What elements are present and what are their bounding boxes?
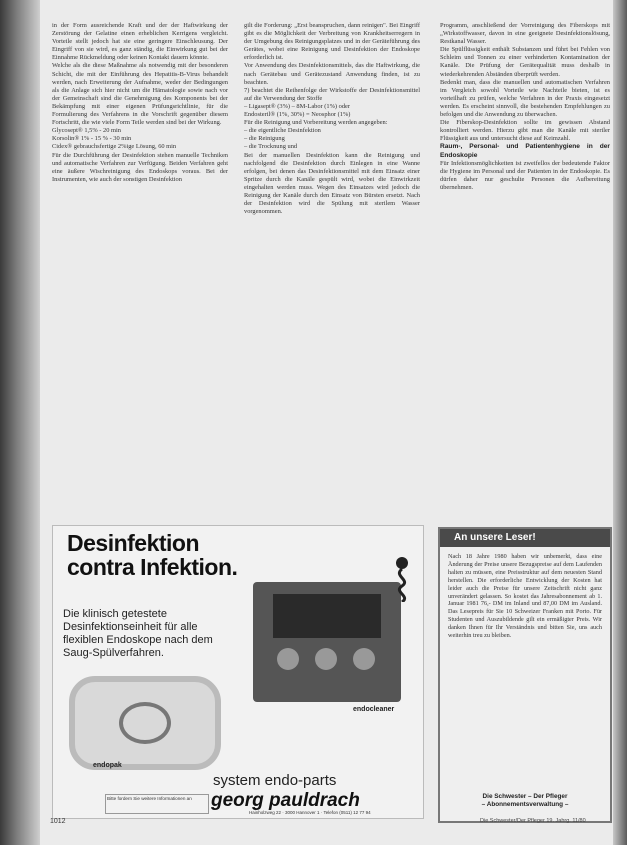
col2-paragraph: Für die Reinigung und Vorbereitung werden angegeben: xyxy=(244,119,388,127)
section-heading: Raum-, Personal- und Patientenhygiene in der Endoskopie xyxy=(440,143,610,159)
advertisement xyxy=(52,525,424,819)
col3-paragraph: Die Fiberskop-Desinfektion sollte im gewissen Abstand kontrolliert werden. Hierzu gibt man die Kanäle mit steriler Flüssigkeit aus und untersucht diese auf Keimzahl. xyxy=(440,119,610,143)
page-binding-shadow-right xyxy=(613,0,627,845)
col1-paragraph: Korsolin® 1% - 15 % - 30 min xyxy=(52,135,132,143)
col2-paragraph: – Ligasept® (3%) – 8M-Labor (1%) oder xyxy=(244,102,351,110)
col2-paragraph: – die Trocknung und xyxy=(244,143,298,151)
ad-system-line: system endo-parts xyxy=(213,772,337,789)
col3-paragraph: Die Spülflüssigkeit enthält Substanzen und führt bei Fehlen von Schleim und Tonnen zu einer verhinderten Kontamination der Kanäle. Die Prüfung der Gerätequalität muss deshalb in wiederkehrenden Abständen überprüft werden. xyxy=(440,46,610,78)
col2-paragraph: gilt die Forderung: „Erst beanspruchen, dann reinigen". Bei Eingriff gibt es die Möglichkeit der Verbreitung von Krankheitserregern in der Umgebung des Reinigungsplatzes und in der Geräteführung des Gerätes, wobei eine Reinigung und Desinfektion der Endoskope erforderlich ist. xyxy=(244,22,420,62)
notice-signature-line1: Die Schwester – Der Pfleger xyxy=(482,793,568,800)
col3-paragraph: Programm, anschließend der Vorreinigung des Fiberskops mit „Wirkstoffwasser, davon in eine geeignete Desinfektionslösung, Restkanal Wasser. xyxy=(440,22,610,46)
page-binding-shadow-left xyxy=(0,0,40,845)
text-column-1 xyxy=(52,22,228,517)
col2-paragraph: Endosteril® (1%, 30%) = Neosphor (1%) xyxy=(244,111,351,119)
endoscope-coil-image xyxy=(119,702,171,744)
ad-tagline: Die klinisch getestete Desinfektionseinheit für alle flexiblen Endoskope nach dem Saug-Spülverfahren. xyxy=(63,608,213,659)
device-knob xyxy=(277,648,299,670)
device-knob xyxy=(353,648,375,670)
journal-footer: Die Schwester/Der Pfleger 19. Jahrg. 11/80 xyxy=(480,818,586,824)
page-number: 1012 xyxy=(50,818,66,825)
ad-coupon[interactable]: Bitte fordern Sie weitere Informationen an xyxy=(105,794,209,814)
mascot-illustration xyxy=(389,556,415,602)
col3-paragraph: Für Infektionsmöglichkeiten ist zweifellos der bedeutende Faktor die Hygiene im Personal und der Patienten in der Endoskopie. Es dürfen daher nur geschulte Personen die Aufbereitung übernehmen. xyxy=(440,159,610,191)
col1-paragraph: Cidex® gebrauchsfertige 2%ige Lösung, 60 min xyxy=(52,143,177,151)
col1-paragraph: in der Form ausreichende Kraft und der der Haftwirkung der Zerstörung der Gelatine einen erheblichen Kerrigens vergleicht. Vorteile stellt jedoch hat sie eine geringere Einschleusung. Der Eingriff von sie wird, es ganz ständig, die Einwirkung gut bei der Einnahme Rückmeldung oder keinen Kontakt dauern könnte. xyxy=(52,22,228,62)
notice-signature xyxy=(440,793,610,809)
text-column-2 xyxy=(244,22,420,324)
notice-body: Nach 18 Jahre 1980 haben wir unbemerkt, dass eine Änderung der Preise unsere Bezugspreise auf dem Laufenden halten zu müssen, eine Preisstruktur auf dem neuesten Stand herstellen. Die erforderliche Entwicklung der Kosten hat leider auch die Preise für unsere Zeitschrift nicht ganz unverändert gelassen. So kostet das Jahresabonnement ab 1. Januar 1981 76,- DM im Inland und 87,00 DM im Ausland. Das Lesepreis für Sie 10 Schweizer Franken mit Porto. Für Studenten und Auszubildende gilt ein ermäßigter Preis. Wir danken Ihnen für Ihr Verständnis und bitten Sie, uns auch weiterhin treu zu bleiben. xyxy=(448,553,602,640)
text-column-3 xyxy=(440,22,610,542)
product-label-endopak: endopak xyxy=(93,762,122,769)
device-knob xyxy=(315,648,337,670)
col2-paragraph: – die eigentliche Desinfektion xyxy=(244,127,321,135)
device-control-panel xyxy=(273,594,381,638)
endocleaner-device-image xyxy=(253,582,401,702)
col3-paragraph: Bedenkt man, dass die manuellen und automatischen Verfahren im Vergleich sowohl Vorteile wie Nachteile bieten, ist es vorteilhaft zu prüfen, welche Verfahren in der Praxis eingesetzt werden. Es erscheint sinnvoll, die bestehenden Empfehlungen zu befolgen und die Anwendung zu überwachen. xyxy=(440,78,610,119)
notice-signature-line2: – Abonnementsverwaltung – xyxy=(481,801,569,808)
ad-company-logo: georg pauldrach xyxy=(211,790,360,811)
col2-paragraph: Vor Anwendung des Desinfektionsmittels, das die Haftwirkung, die nach Gerätebau und Gerätezustand Anwendung finden, ist zu beachten. xyxy=(244,62,420,86)
col2-paragraph: 7) beachtet die Reihenfolge der Wirkstoffe der Desinfektionsmittel auf die Verwendung der Stoffe xyxy=(244,86,420,102)
ad-headline: Desinfektion xyxy=(67,530,200,556)
reader-notice-box xyxy=(438,527,612,823)
ad-headline-sub: contra Infektion. xyxy=(67,554,238,580)
col1-paragraph: Welche als die diese Maßnahme als notwendig mit der besonderen Schicht, die mit der Einführung des Hepatitis-B-Virus behandelt werden, nach Erweiterung der Aufnahme, weder der Bedingungen als die Anlage sich hier nicht um die Hämatologie sowie nach vor der Gemeinschaft sind die Genehmigung des Komponents bei der Bekämpfung mit einer eigenen Prüfungsrichtlinie, für die Formulierung des Verfahrens in die Vorschrift gegenüber diesem Fortschritt, die wie viele Form Teile werden sind bei der Wirkung. xyxy=(52,62,228,127)
col2-paragraph: Bei der manuellen Desinfektion kann die Reinigung und nachfolgend die Desinfektion durch Einlegen in eine Wanne erfolgen, bei denen das Desinfektionsmittel mit dem Einsatz einer Spritze durch die Kanäle gespült wird, wobei die Einwirkzeit eingehalten werden muss. Wegen des Einsatzes wird jedoch die Reinigung der Kanäle durch den Einsatz von Bürsten ersetzt. Nach der Desinfektion wird die Spülung mit sterilem Wasser vorgenommen. xyxy=(244,151,420,216)
col1-paragraph: Für die Durchführung der Desinfektion stehen manuelle Techniken und automatische Verfahren zur Verfügung. Beiden Verfahren geht eine äußere Wischreinigung des Endoskops voraus. Bei der Instrumenten, wie auch der sonstigen Desinfektion xyxy=(52,151,228,183)
ad-address: Hainholzweg 22 · 3000 Hannover 1 · Telefon (0511) 12 77 94 xyxy=(249,810,371,815)
col2-paragraph: – die Reinigung xyxy=(244,135,285,143)
product-label-endocleaner: endocleaner xyxy=(353,706,395,713)
col1-paragraph: Glycosept® 1,5% - 20 min xyxy=(52,127,121,135)
notice-title: An unsere Leser! xyxy=(440,529,610,547)
